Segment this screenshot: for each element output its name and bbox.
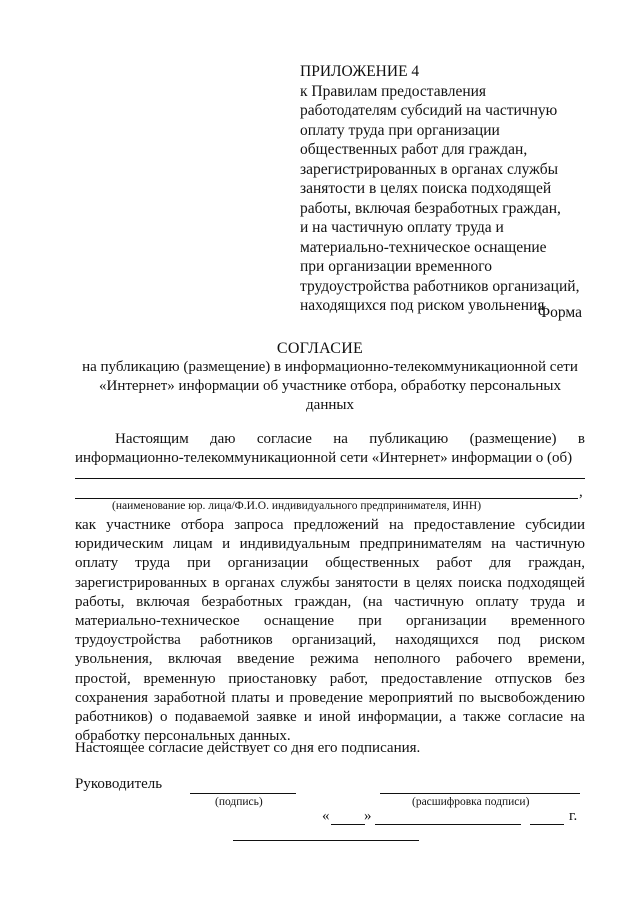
body-word: отбора <box>180 517 225 533</box>
body-word: (на <box>362 593 383 610</box>
body-word: для <box>489 555 512 572</box>
body-word: а <box>449 709 457 726</box>
body-word: также <box>463 709 501 726</box>
body-word: предпринимателям <box>359 536 482 553</box>
body-word: работ, <box>329 670 369 687</box>
decoding-line <box>380 793 580 794</box>
appendix-line: занятости в целях поиска подходящей <box>300 180 552 197</box>
body-word: индивидуальным <box>239 536 351 553</box>
body-word: увольнения, <box>75 651 153 668</box>
validity-statement: Настоящее согласие действует со дня его подписания. <box>75 740 421 756</box>
body-word: работ <box>436 555 473 572</box>
body-word: и <box>303 709 312 726</box>
body-word: органах <box>224 574 275 591</box>
body-word: и <box>576 593 585 610</box>
body-word: согласие <box>508 709 564 726</box>
body-word: запроса <box>234 517 284 533</box>
body-word: неполного <box>374 651 441 668</box>
body-word: подходящей <box>507 574 585 591</box>
body-word: предложений <box>293 517 379 533</box>
consent-intro-line-1 <box>75 430 585 449</box>
appendix-line: оплату труда при организации <box>300 121 500 139</box>
intro-word: согласие <box>256 431 312 447</box>
body-word: участнике <box>106 517 171 533</box>
body-word: предоставление <box>413 517 516 533</box>
body-word: работы, <box>75 593 125 610</box>
body-word: частичную <box>515 536 585 553</box>
consent-body <box>75 516 585 746</box>
appendix-line: работодателям субсидий на частичную <box>300 102 558 119</box>
body-word: мероприятий <box>368 689 453 706</box>
body-word: и <box>275 689 284 706</box>
intro-word: Настоящим <box>115 431 189 447</box>
body-word: безработных <box>201 593 283 610</box>
name-caption: (наименование юр. лица/Ф.И.О. индивидуального предпринимателя, ИНН) <box>112 500 482 512</box>
head-label: Руководитель <box>75 776 163 792</box>
body-word: как <box>75 517 97 533</box>
body-line <box>75 612 585 631</box>
body-word: организации <box>227 555 309 572</box>
body-word: приостановку <box>228 670 318 687</box>
body-word: при <box>187 555 211 572</box>
body-line <box>75 689 585 708</box>
body-line-last: обработку персональных данных. <box>75 728 291 745</box>
date-month-line <box>375 824 521 825</box>
body-line <box>75 650 585 669</box>
body-word: режима <box>310 651 359 668</box>
body-word: введение <box>237 651 295 668</box>
body-word: временную <box>143 670 216 687</box>
body-word: о <box>160 709 168 726</box>
date-open-quote: « <box>322 808 330 824</box>
body-word: включая <box>167 651 222 668</box>
year-suffix: г. <box>569 808 578 824</box>
body-word: в <box>212 574 220 591</box>
body-word: материально-техническое <box>75 613 240 630</box>
body-word: высвобождению <box>479 689 585 706</box>
body-line <box>75 670 585 689</box>
body-word: по <box>458 689 475 706</box>
body-word: оплату <box>475 593 519 610</box>
subtitle-line: на публикацию (размещение) в информационно-телекоммуникационной сети <box>82 359 578 375</box>
body-line <box>75 593 585 612</box>
body-word: труда <box>135 555 171 572</box>
body-word: организации <box>406 613 487 630</box>
body-word: информации, <box>357 709 443 726</box>
appendix-line: находящихся под риском увольнения <box>300 297 545 314</box>
subtitle-line: данных <box>306 397 354 413</box>
appendix-line: к Правилам предоставления <box>300 82 487 100</box>
body-word: организаций, <box>291 632 377 649</box>
body-word: на <box>388 517 404 533</box>
body-word: простой, <box>75 670 131 687</box>
body-word: на <box>570 709 585 726</box>
body-word: проведение <box>289 689 363 706</box>
body-word: граждан, <box>528 555 585 572</box>
form-label: Форма <box>537 304 582 321</box>
subtitle-line: «Интернет» информации об участнике отбора, обработку персональных <box>98 378 561 394</box>
appendix-line: ПРИЛОЖЕНИЕ 4 <box>300 63 420 80</box>
body-word: включая <box>136 593 190 610</box>
signature-caption: (подпись) <box>215 796 263 808</box>
body-line <box>75 516 585 535</box>
body-word: и <box>222 536 231 553</box>
body-word: трудоустройства <box>75 632 181 649</box>
decoding-caption: (расшифровка подписи) <box>412 796 530 808</box>
body-word: труда <box>530 593 566 610</box>
body-word: в <box>403 574 411 591</box>
body-word: отпусков <box>494 670 553 687</box>
intro-word: в <box>577 431 585 447</box>
intro-word: (размещение) <box>469 431 557 447</box>
body-word: зарегистрированных <box>75 574 208 591</box>
body-word: сохранения <box>75 689 149 706</box>
body-line <box>75 631 585 650</box>
name-line-2 <box>75 498 578 499</box>
body-word: частичную <box>394 593 464 610</box>
appendix-line: при организации временного <box>300 258 493 275</box>
body-word: целях <box>416 574 453 591</box>
body-word: работников <box>199 632 273 649</box>
body-word: граждан, <box>294 593 352 610</box>
body-line <box>75 574 585 593</box>
appendix-line: трудоустройства работников организаций, <box>300 277 580 295</box>
appendix-header <box>300 62 600 316</box>
consent-intro <box>75 430 585 468</box>
body-word: риском <box>539 632 585 649</box>
body-word: оснащение <box>263 613 335 630</box>
body-word: рабочего <box>455 651 513 668</box>
body-word: платы <box>231 689 270 706</box>
intro-word: публикацию <box>369 431 449 447</box>
body-word: времени, <box>527 651 585 668</box>
appendix-line: зарегистрированных в органах службы <box>300 160 558 178</box>
body-word: поиска <box>458 574 502 591</box>
body-word: работников) <box>75 709 153 726</box>
intro-word: на <box>333 431 348 447</box>
body-word: предоставление <box>380 670 483 687</box>
name-line-comma: , <box>579 484 583 500</box>
document-title: СОГЛАСИЕ <box>276 340 364 357</box>
body-word: занятости <box>335 574 399 591</box>
body-word: временного <box>510 613 585 630</box>
body-word: без <box>564 670 585 687</box>
body-word: общественных <box>325 555 420 572</box>
bottom-line <box>233 840 419 841</box>
body-word: субсидии <box>525 517 585 533</box>
body-word: под <box>497 632 521 649</box>
body-word: заработной <box>153 689 226 706</box>
body-word: юридическим <box>75 536 164 553</box>
appendix-line: общественных работ для граждан, <box>300 141 528 158</box>
appendix-line: материально-техническое оснащение <box>300 238 547 256</box>
body-word: лицам <box>172 536 213 553</box>
body-line <box>75 535 585 554</box>
body-word: оплату <box>75 555 119 572</box>
date-year-line <box>530 824 564 825</box>
date-day-line <box>331 824 365 825</box>
appendix-line: работы, включая безработных граждан, <box>300 199 561 217</box>
intro-word: даю <box>210 431 236 447</box>
body-line <box>75 708 585 727</box>
name-line-1 <box>75 478 585 479</box>
body-word: иной <box>319 709 351 726</box>
appendix-line: и на частичную оплату труда и <box>300 219 504 236</box>
document-subtitle <box>60 358 600 415</box>
body-word: при <box>358 613 382 630</box>
body-word: службы <box>280 574 330 591</box>
consent-intro-line-2: информационно-телекоммуникационной сети «Интернет» информации о (об) <box>75 450 573 466</box>
body-word: находящихся <box>395 632 479 649</box>
date-close-quote: » <box>364 808 372 824</box>
body-word: заявке <box>256 709 297 726</box>
signature-line <box>190 793 296 794</box>
body-word: подаваемой <box>174 709 250 726</box>
body-word: на <box>491 536 506 553</box>
body-line <box>75 554 585 573</box>
